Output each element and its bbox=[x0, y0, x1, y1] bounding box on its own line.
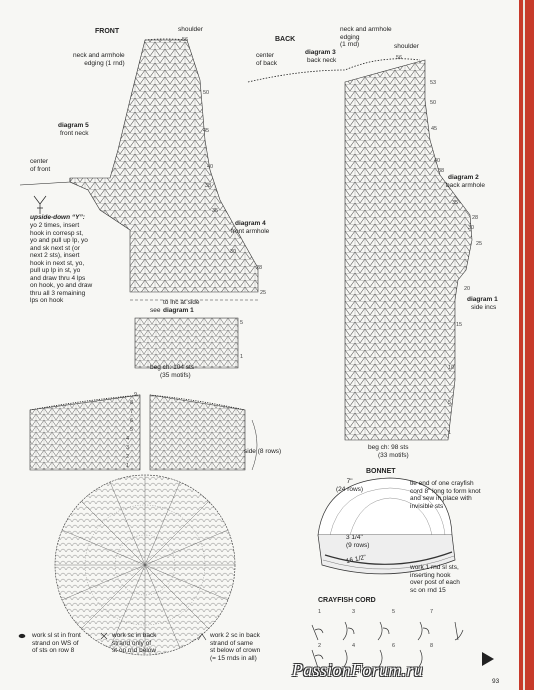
upside-down-y-title: upside-down “Y”: bbox=[30, 214, 85, 221]
crayfish-step-6: 6 bbox=[392, 643, 396, 649]
front-neck-label: front neck bbox=[60, 130, 89, 137]
watermark: PassionForum.ru bbox=[292, 660, 424, 680]
front-shoulder-label: shoulder bbox=[178, 26, 203, 33]
bonnet-side-dimension: 3 1/4" (9 rows) bbox=[346, 534, 370, 549]
crown-diagram bbox=[30, 395, 257, 655]
center-of-front-label: center of front bbox=[30, 158, 51, 173]
back-motifs-label: (33 motifs) bbox=[378, 452, 409, 459]
crown-row-8: 8 bbox=[130, 400, 134, 406]
front-armhole-label: front armhole bbox=[231, 228, 270, 235]
legend-2sc-back-strand: work 2 sc in back strand of same st below of crown (= 15 rnds in all) bbox=[210, 632, 261, 662]
front-edging-label: neck and armhole edging (1 rnd) bbox=[73, 52, 125, 67]
bonnet-top-dimension: 7" (24 rows) bbox=[336, 478, 364, 493]
front-row-38: 38 bbox=[205, 183, 212, 189]
back-neck-label: back neck bbox=[307, 57, 337, 64]
legend-sc-back-strand: work sc in back strand only of st on rnd below bbox=[112, 632, 157, 654]
front-row-56: 56 bbox=[182, 37, 189, 43]
back-row-38: 38 bbox=[438, 168, 445, 174]
crown-row-6: 6 bbox=[130, 418, 134, 424]
back-row-5: 5 bbox=[448, 400, 452, 406]
crayfish-cord-title: CRAYFISH CORD bbox=[318, 597, 376, 604]
back-row-56: 56 bbox=[396, 55, 403, 61]
page-edge-red-bar bbox=[519, 0, 534, 690]
upside-down-y-symbol bbox=[34, 196, 46, 214]
front-row-30: 30 bbox=[230, 249, 237, 255]
back-row-35: 35 bbox=[452, 200, 459, 206]
back-row-1: 1 bbox=[448, 430, 452, 436]
front-row-40: 40 bbox=[207, 164, 214, 170]
side-rows-label: side (8 rows) bbox=[244, 448, 282, 455]
legend-sl-st: work sl st in front strand on WS of of sts on row 8 bbox=[32, 632, 81, 654]
front-motifs-label: (35 motifs) bbox=[160, 372, 191, 379]
back-row-15: 15 bbox=[456, 322, 463, 328]
bonnet-bottom-dimension: 16 1/2" bbox=[345, 553, 367, 566]
back-row-30: 30 bbox=[468, 225, 475, 231]
bonnet-knot-note: tie end of one crayfish cord 8" long to form knot and sew in place with invisible sts bbox=[410, 480, 481, 510]
crayfish-step-1: 1 bbox=[318, 609, 322, 615]
back-beg-ch-label: beg ch: 98 sts bbox=[368, 444, 409, 451]
crown-row-1: 1 bbox=[126, 463, 130, 469]
front-panel bbox=[20, 39, 263, 368]
bonnet-title: BONNET bbox=[366, 468, 396, 475]
front-row-1: 1 bbox=[240, 354, 244, 360]
back-row-40: 40 bbox=[434, 158, 441, 164]
crayfish-step-7: 7 bbox=[430, 609, 434, 615]
crown-row-4: 4 bbox=[126, 436, 130, 442]
back-row-50: 50 bbox=[430, 100, 437, 106]
front-diagram4-label: diagram 4 bbox=[235, 220, 266, 227]
back-diagram3-label: diagram 3 bbox=[305, 49, 336, 56]
back-row-28: 28 bbox=[472, 215, 479, 221]
next-page-arrow-icon bbox=[482, 652, 494, 666]
crown-row-7: 7 bbox=[130, 409, 134, 415]
back-row-53: 53 bbox=[430, 80, 437, 86]
crown-row-2: 2 bbox=[126, 454, 130, 460]
crayfish-step-3: 3 bbox=[352, 609, 356, 615]
crayfish-step-5: 5 bbox=[392, 609, 396, 615]
center-of-back-label: center of back bbox=[256, 52, 277, 67]
bonnet-work-note: work 1 rnd sl sts, inserting hook over post of each sc on rnd 15 bbox=[410, 564, 460, 594]
back-armhole-label: back armhole bbox=[446, 182, 486, 189]
front-diagram5-label: diagram 5 bbox=[58, 122, 89, 129]
back-shoulder-label: shoulder bbox=[394, 43, 419, 50]
front-row-28: 28 bbox=[256, 265, 263, 271]
back-title: BACK bbox=[275, 36, 296, 43]
front-row-25: 25 bbox=[260, 290, 267, 296]
back-row-10: 10 bbox=[448, 365, 455, 371]
front-row-35: 35 bbox=[212, 208, 219, 214]
back-row-45: 45 bbox=[431, 126, 438, 132]
front-row-45: 45 bbox=[203, 128, 210, 134]
see-label: see bbox=[150, 307, 161, 314]
front-diagram1-ref: diagram 1 bbox=[163, 307, 194, 314]
crayfish-step-4: 4 bbox=[352, 643, 356, 649]
crayfish-step-2: 2 bbox=[318, 643, 322, 649]
front-beg-ch-label: beg ch: 104 sts bbox=[150, 364, 195, 371]
crown-row-3: 3 bbox=[126, 445, 130, 451]
back-panel bbox=[248, 59, 475, 440]
crown-row-9: 9 bbox=[134, 392, 138, 398]
crown-row-5: 5 bbox=[130, 427, 134, 433]
front-row-50: 50 bbox=[203, 90, 210, 96]
back-edging-label: neck and armhole edging (1 rnd) bbox=[340, 26, 392, 48]
upside-down-y-instructions: yo 2 times, insert hook in corresp st, yo and pull up lp, yo and sk next st (or next 2 sts), insert hook in next st, yo, pull up lp in st, yo and draw thru 4 lps on hook, yo and draw thru all 3 remaining lps on hook bbox=[30, 222, 93, 304]
back-row-20: 20 bbox=[464, 286, 471, 292]
back-diagram1-label: diagram 1 bbox=[467, 296, 498, 303]
side-incs-label: side incs bbox=[471, 304, 497, 311]
page-number: 93 bbox=[492, 678, 500, 685]
front-title: FRONT bbox=[95, 28, 120, 35]
back-diagram2-label: diagram 2 bbox=[448, 174, 479, 181]
to-inc-label: to inc at side bbox=[163, 299, 200, 306]
crayfish-step-8: 8 bbox=[430, 643, 434, 649]
back-row-25: 25 bbox=[476, 241, 483, 247]
front-row-5: 5 bbox=[240, 320, 244, 326]
